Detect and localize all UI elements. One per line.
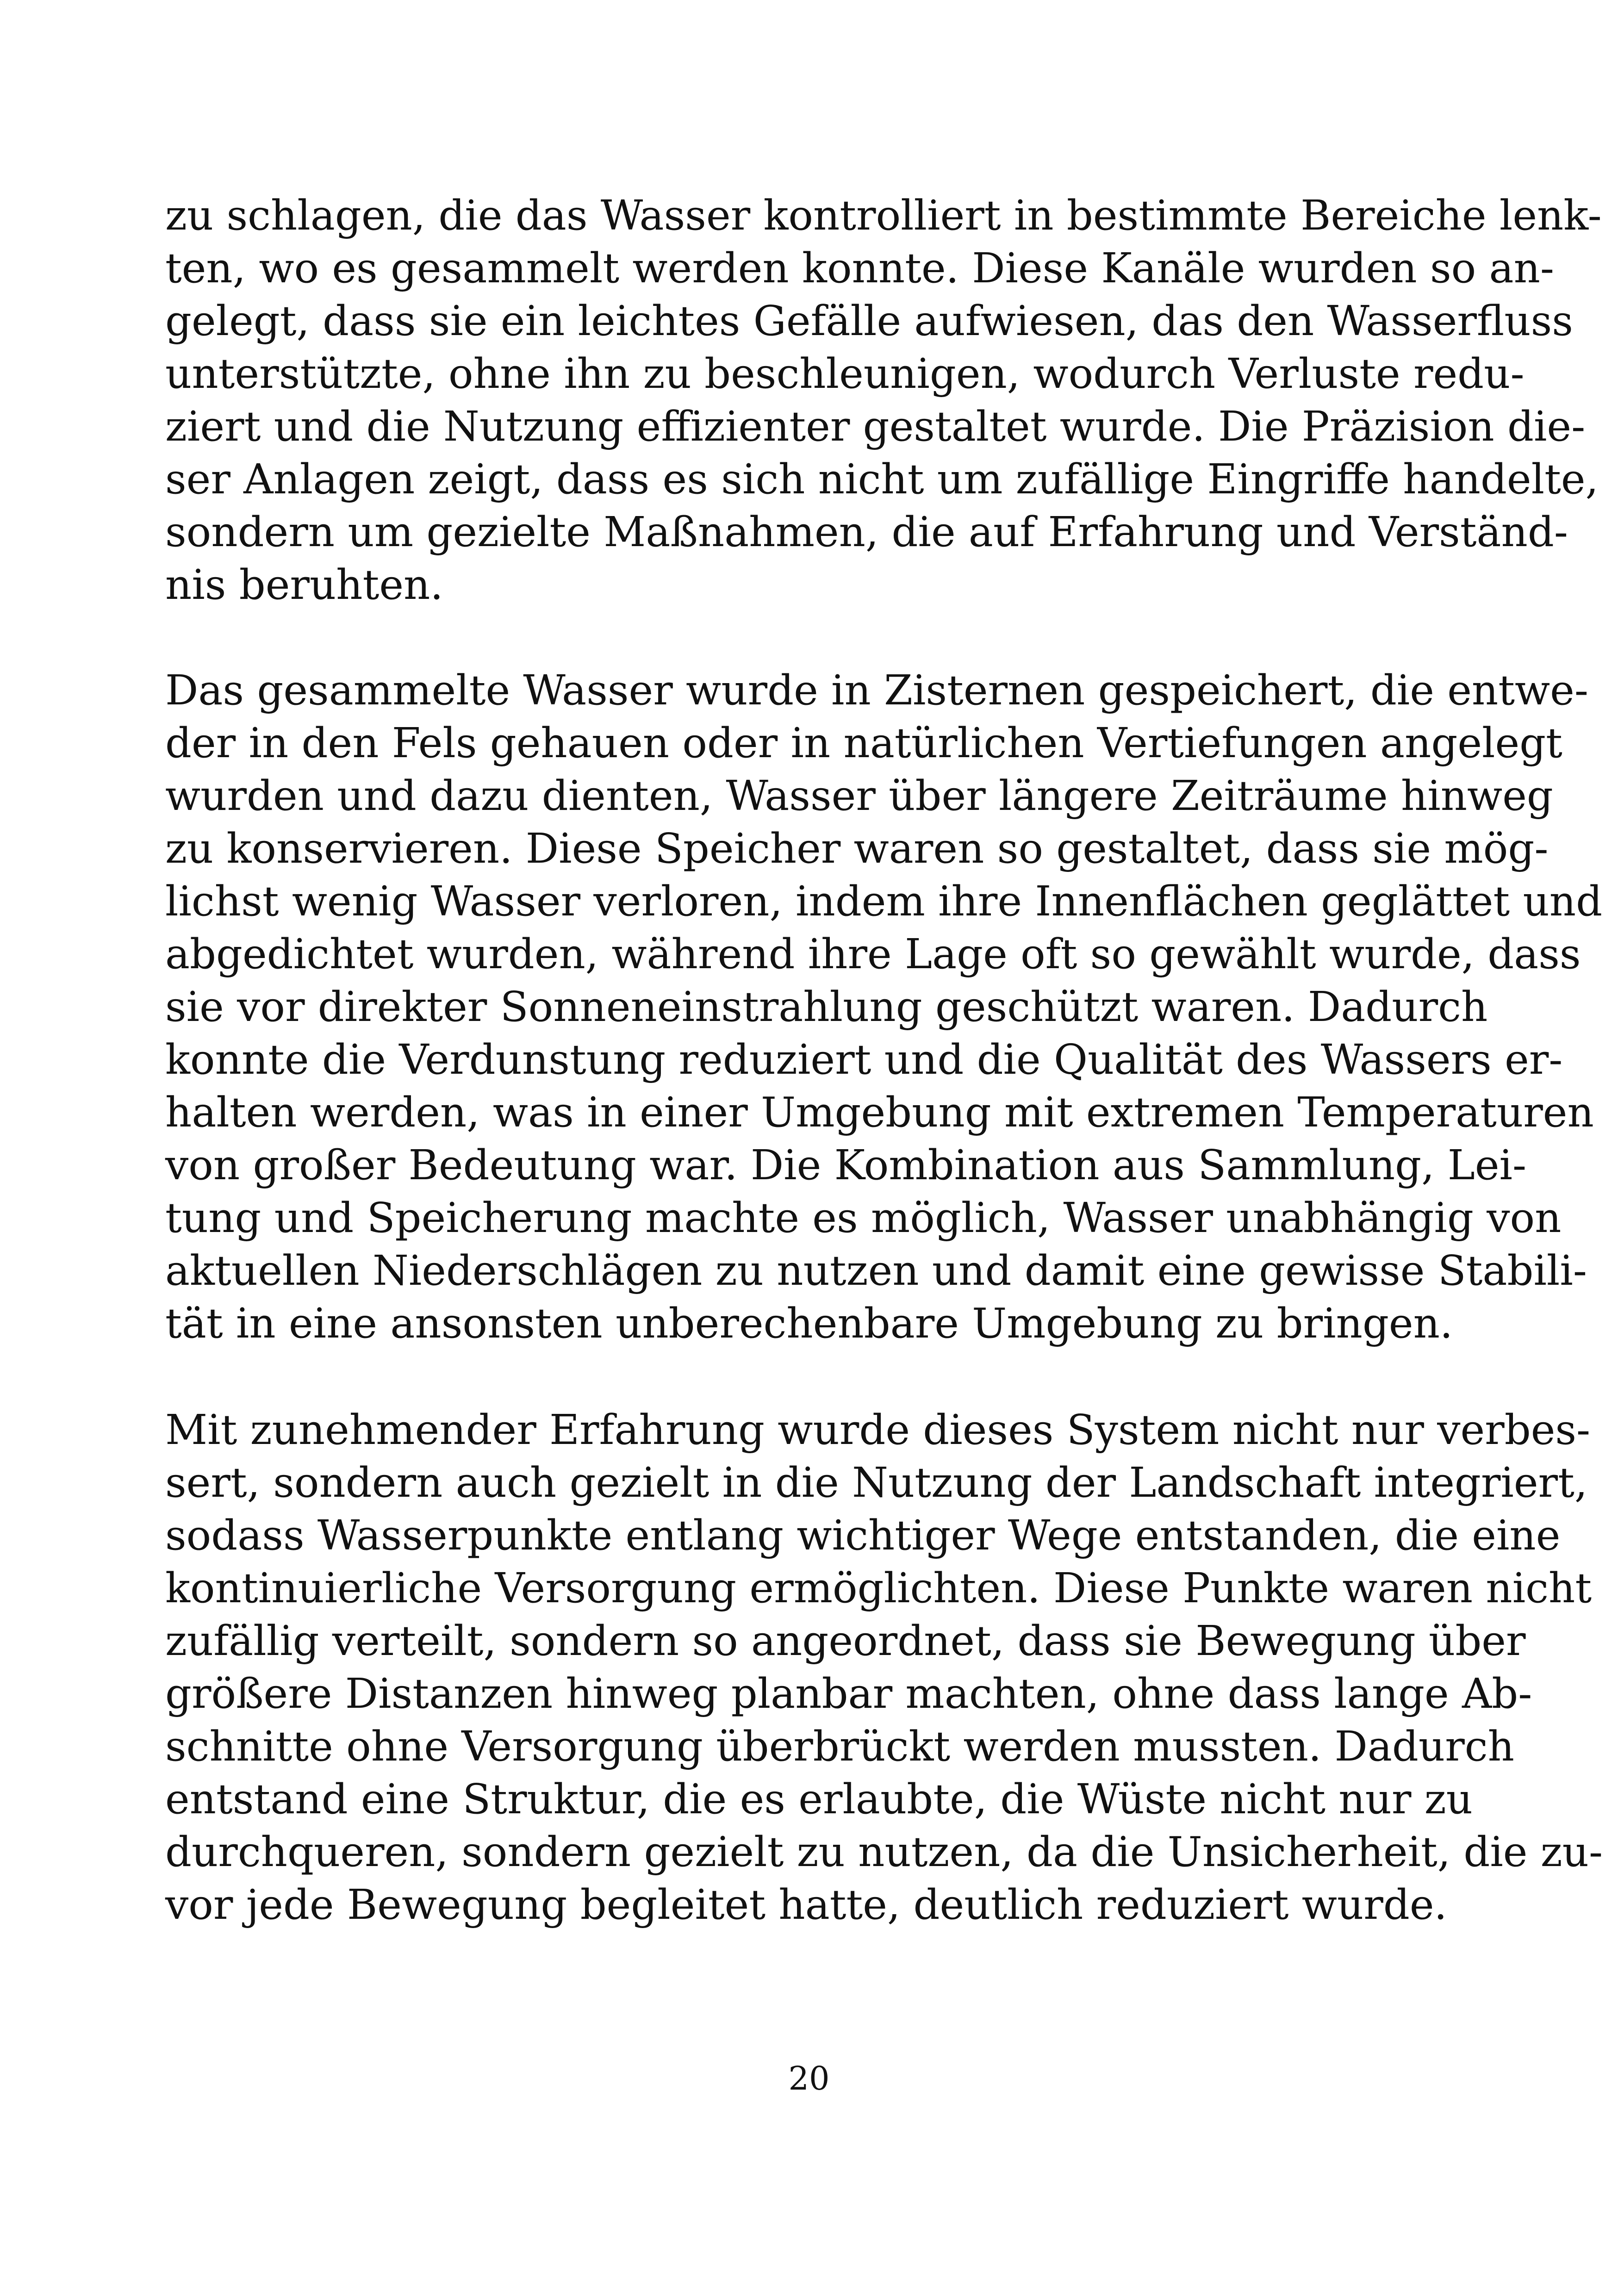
text-line: vor jede Bewegung begleitet hatte, deutlich reduziert wurde. bbox=[165, 1880, 1447, 1929]
text-line: sondern um gezielte Maßnahmen, die auf Erfahrung und Verständ- bbox=[165, 508, 1568, 556]
text-line: halten werden, was in einer Umgebung mit extremen Temperaturen bbox=[165, 1088, 1594, 1136]
text-line: Das gesammelte Wasser wurde in Zisternen gespeichert, die entwe- bbox=[165, 666, 1588, 714]
text-line: zu schlagen, die das Wasser kontrolliert in bestimmte Bereiche lenk- bbox=[165, 191, 1602, 239]
text-line: sert, sondern auch gezielt in die Nutzung der Landschaft integriert, bbox=[165, 1458, 1588, 1506]
text-line: zufällig verteilt, sondern so angeordnet, dass sie Bewegung über bbox=[165, 1617, 1526, 1665]
text-line: unterstützte, ohne ihn zu beschleunigen, wodurch Verluste redu- bbox=[165, 349, 1525, 398]
text-line: sodass Wasserpunkte entlang wichtiger Wege entstanden, die eine bbox=[165, 1511, 1561, 1559]
text-line: ten, wo es gesammelt werden konnte. Diese Kanäle wurden so an- bbox=[165, 244, 1554, 292]
text-line: durchqueren, sondern gezielt zu nutzen, da die Unsicherheit, die zu- bbox=[165, 1828, 1603, 1876]
text-line: konnte die Verdunstung reduziert und die Qualität des Wassers er- bbox=[165, 1035, 1563, 1083]
paragraph-2 bbox=[165, 664, 1603, 1350]
text-line: gelegt, dass sie ein leichtes Gefälle aufwiesen, das den Wasserfluss bbox=[165, 297, 1573, 345]
text-line: kontinuierliche Versorgung ermöglichten. Diese Punkte waren nicht bbox=[165, 1564, 1592, 1612]
text-line: zu konservieren. Diese Speicher waren so gestaltet, dass sie mög- bbox=[165, 824, 1549, 872]
paragraph-3 bbox=[165, 1403, 1603, 1931]
text-line: sie vor direkter Sonneneinstrahlung geschützt waren. Dadurch bbox=[165, 983, 1488, 1031]
text-line: der in den Fels gehauen oder in natürlichen Vertiefungen angelegt bbox=[165, 719, 1562, 767]
text-line: Mit zunehmender Erfahrung wurde dieses System nicht nur verbes- bbox=[165, 1406, 1591, 1454]
text-line: schnitte ohne Versorgung überbrückt werden mussten. Dadurch bbox=[165, 1722, 1514, 1770]
text-line: aktuellen Niederschlägen zu nutzen und damit eine gewisse Stabili- bbox=[165, 1246, 1587, 1294]
text-line: ziert und die Nutzung effizienter gestaltet wurde. Die Präzision die- bbox=[165, 402, 1586, 450]
text-line: lichst wenig Wasser verloren, indem ihre Innenflächen geglättet und bbox=[165, 877, 1603, 925]
text-line: wurden und dazu dienten, Wasser über längere Zeiträume hinweg bbox=[165, 772, 1553, 820]
text-line: größere Distanzen hinweg planbar machten, ohne dass lange Ab- bbox=[165, 1669, 1532, 1717]
text-line: tung und Speicherung machte es möglich, Wasser unabhängig von bbox=[165, 1194, 1562, 1242]
page-number: 20 bbox=[788, 2060, 830, 2097]
text-line: nis beruhten. bbox=[165, 560, 443, 609]
text-line: ser Anlagen zeigt, dass es sich nicht um zufällige Eingriffe handelte, bbox=[165, 455, 1599, 503]
text-line: entstand eine Struktur, die es erlaubte, die Wüste nicht nur zu bbox=[165, 1775, 1473, 1823]
text-line: von großer Bedeutung war. Die Kombination aus Sammlung, Lei- bbox=[165, 1141, 1527, 1189]
text-line: abgedichtet wurden, während ihre Lage oft so gewählt wurde, dass bbox=[165, 930, 1581, 978]
paragraph-1 bbox=[165, 189, 1602, 611]
text-line: tät in eine ansonsten unberechenbare Umgebung zu bringen. bbox=[165, 1299, 1453, 1347]
